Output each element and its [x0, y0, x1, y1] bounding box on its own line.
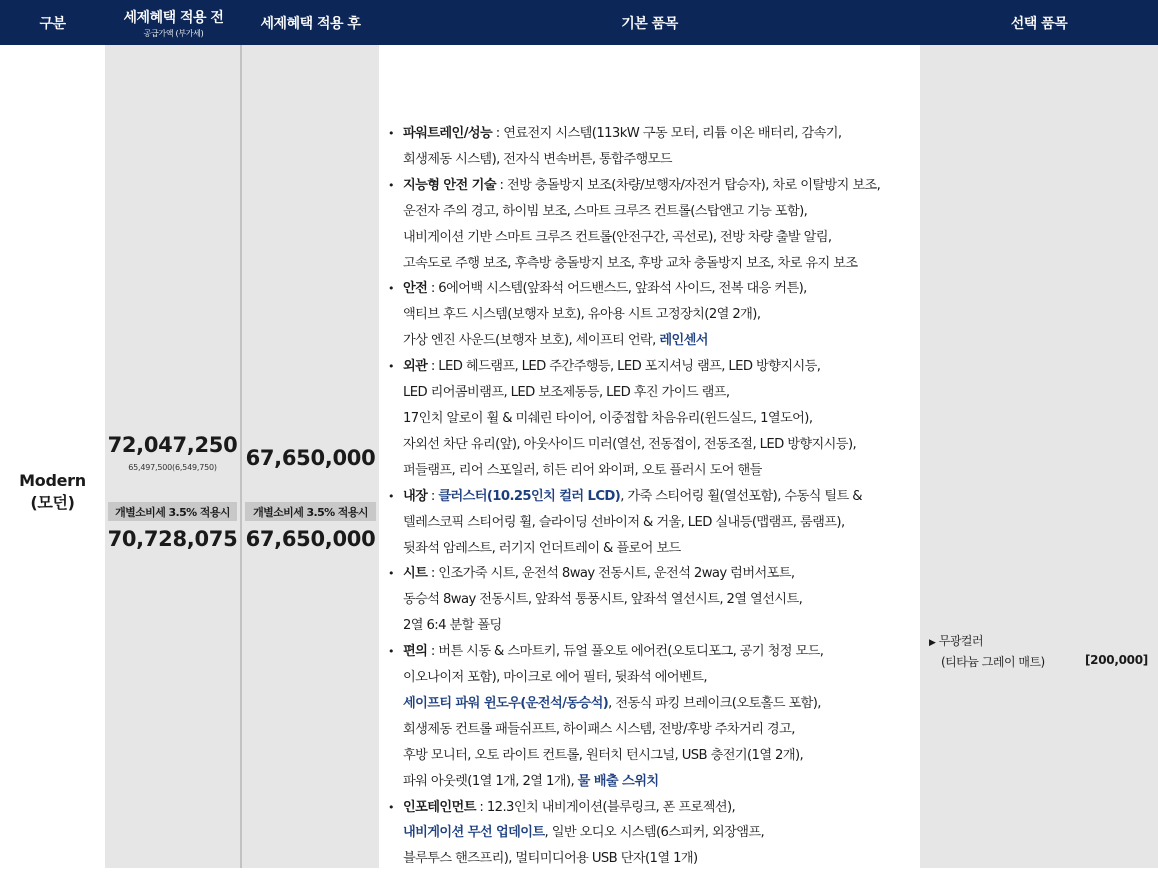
item-text: 자외선 차단 유리(앞), 아웃사이드 미러(열선, 전동접이, 전동조절, LED 방향지시등), — [403, 436, 857, 452]
price-before-column — [105, 45, 242, 868]
price-after-column — [242, 45, 379, 868]
item-text: 텔레스코픽 스티어링 휠, 슬라이딩 선바이저 & 거울, LED 실내등(맵램프, 룸램프), — [403, 514, 845, 530]
basic-item-line — [403, 536, 916, 562]
category-column — [0, 45, 105, 868]
basic-item-line — [403, 251, 916, 277]
bullet-icon: • — [388, 282, 394, 296]
item-text: : 연료전지 시스템(113kW 구동 모터, 리튬 이온 배터리, 감속기, — [492, 126, 842, 141]
basic-item — [388, 795, 916, 872]
option-price: [200,000] — [1085, 653, 1148, 667]
item-text: LED 리어콤비램프, LED 보조제동등, LED 후진 가이드 램프, — [403, 385, 730, 401]
item-text: 회생제동 시스템), 전자식 변속버튼, 통합주행모드 — [403, 151, 672, 167]
item-text: : 12.3인치 내비게이션(블루링크, 폰 프로젝션), — [475, 799, 736, 815]
item-text: , 가죽 스티어링 휠(열선포함), 수동식 틸트 & — [620, 488, 862, 504]
basic-item-line — [403, 484, 916, 510]
item-text: 후방 모니터, 오토 라이트 컨트롤, 원터치 턴시그널, USB 충전기(1열 2개), — [403, 747, 804, 763]
item-category: 안전 — [403, 281, 428, 297]
item-text: 동승석 8way 전동시트, 앞좌석 통풍시트, 앞좌석 열선시트, 2열 열선시트, — [403, 592, 803, 608]
item-category: 편의 — [403, 644, 428, 660]
bullet-icon: • — [388, 127, 394, 140]
item-text: 고속도로 주행 보조, 후측방 충돌방지 보조, 후방 교차 충돌방지 보조, 차로 유지 보조 — [403, 255, 858, 271]
item-category: 지능형 안전 기술 — [403, 177, 496, 193]
header-before-label: 세제혜택 적용 전 — [123, 9, 224, 26]
item-text: , 전동식 파킹 브레이크(오토홀드 포함), — [608, 695, 821, 711]
item-text: , 일반 오디오 시스템(6스피커, 외장앰프, — [544, 825, 765, 841]
highlight-text: 물 배출 스위치 — [577, 773, 659, 789]
header-option-label: 선택 품목 — [1010, 15, 1068, 32]
highlight-text: 세이프티 파워 윈도우(운전석/동승석) — [403, 695, 609, 711]
price-before-breakdown: 65,497,500(6,549,750) — [128, 463, 217, 472]
basic-item-line — [403, 510, 916, 536]
basic-item-line — [403, 458, 916, 484]
option-detail: (티타늄 그레이 매트) — [941, 655, 1045, 669]
highlight-text: 내비게이션 무선 업데이트 — [403, 825, 545, 841]
item-category: 시트 — [403, 566, 428, 582]
basic-item-line — [403, 276, 916, 302]
basic-item — [388, 121, 916, 173]
item-category: 인포테인먼트 — [403, 799, 476, 815]
trim-name — [0, 470, 105, 514]
basic-item-line — [403, 121, 916, 147]
basic-item-line — [403, 147, 916, 173]
item-text: : 전방 충돌방지 보조(차량/보행자/자전거 탑승자), 차로 이탈방지 보조, — [495, 177, 881, 193]
item-text: 가상 엔진 사운드(보행자 보호), 세이프티 언락, — [403, 333, 660, 349]
basic-item-line — [403, 173, 916, 199]
price-before: 72,047,250 — [107, 433, 238, 457]
basic-item-line — [403, 795, 916, 821]
trim-name-ko: (모던) — [30, 493, 75, 512]
price-before-taxed: 70,728,075 — [107, 527, 238, 551]
basic-item-line — [403, 665, 916, 691]
header-category — [0, 0, 105, 45]
basic-item — [388, 276, 916, 354]
basic-item-line — [403, 769, 916, 795]
header-basic — [379, 0, 920, 45]
item-text: : LED 헤드램프, LED 주간주행등, LED 포지셔닝 램프, LED 방향지시등, — [427, 359, 821, 375]
header-after-label: 세제혜택 적용 후 — [260, 15, 361, 32]
basic-item-line — [403, 587, 916, 613]
trim-name-en: Modern — [19, 471, 86, 490]
table-header — [0, 0, 1158, 45]
basic-item-line — [403, 302, 916, 328]
highlight-text: 레인센서 — [659, 333, 708, 349]
bullet-icon: • — [388, 360, 394, 374]
item-text: 내비게이션 기반 스마트 크루즈 컨트롤(안전구간, 곡선로), 전방 차량 출발 알림, — [403, 229, 832, 245]
tax-badge-before: 개별소비세 3.5% 적용시 — [108, 502, 237, 521]
basic-item-line — [403, 380, 916, 406]
basic-item — [388, 354, 916, 484]
item-category: 외관 — [403, 359, 428, 375]
basic-item-line — [403, 328, 916, 354]
basic-item — [388, 561, 916, 639]
header-after — [242, 0, 379, 45]
basic-item-line — [403, 639, 916, 665]
bullet-icon: • — [388, 178, 394, 192]
header-before — [105, 0, 242, 45]
item-text: 파워 아웃렛(1열 1개, 2열 1개), — [403, 773, 578, 789]
header-basic-label: 기본 품목 — [621, 15, 678, 32]
item-text: : 인조가죽 시트, 운전석 8way 전동시트, 운전석 2way 럼버서포트, — [427, 566, 795, 582]
basic-item-line — [403, 225, 916, 251]
header-category-label: 구분 — [39, 15, 66, 32]
basic-item-line — [403, 199, 916, 225]
item-text: 17인치 알로이 휠 & 미쉐린 타이어, 이중접합 차음유리(윈드실드, 1열도어), — [403, 410, 813, 426]
item-category: 내장 — [403, 488, 428, 504]
item-text: 퍼들램프, 리어 스포일러, 히든 리어 와이퍼, 오토 플러시 도어 핸들 — [403, 462, 762, 478]
basic-item-line — [403, 846, 916, 872]
option-column — [920, 45, 1158, 868]
item-text: : 버튼 시동 & 스마트키, 듀얼 풀오토 에어컨(오토디포그, 공기 청정 모드, — [427, 644, 824, 660]
basic-item-line — [403, 691, 916, 717]
item-text: 뒷좌석 암레스트, 러기지 언더트레이 & 플로어 보드 — [403, 540, 681, 556]
basic-item-line — [403, 820, 916, 846]
basic-item-line — [403, 717, 916, 743]
basic-item — [388, 484, 916, 562]
bullet-icon: • — [388, 489, 394, 503]
bullet-icon: • — [388, 645, 394, 659]
price-after: 67,650,000 — [245, 446, 376, 470]
header-before-sublabel: 공급가액 (부가세) — [143, 28, 204, 38]
item-text: 운전자 주의 경고, 하이빔 보조, 스마트 크루즈 컨트롤(스탑앤고 기능 포함), — [403, 203, 808, 219]
item-category: 파워트레인/성능 — [403, 126, 493, 141]
item-text: : 6에어백 시스템(앞좌석 어드밴스드, 앞좌석 사이드, 전복 대응 커튼), — [427, 281, 807, 297]
basic-item — [388, 639, 916, 794]
item-text: 블루투스 핸즈프리), 멀티미디어용 USB 단자(1열 1개) — [403, 851, 698, 867]
item-text: 액티브 후드 시스템(보행자 보호), 유아용 시트 고정장치(2열 2개), — [403, 307, 761, 323]
item-text: 2열 6:4 분할 폴딩 — [403, 618, 502, 634]
basic-item-line — [403, 613, 916, 639]
basic-item-line — [403, 406, 916, 432]
bullet-icon: • — [388, 567, 394, 581]
basic-items-list — [388, 121, 916, 872]
highlight-text: 클러스터(10.25인치 컬러 LCD) — [438, 488, 621, 504]
basic-item — [388, 173, 916, 277]
option-item — [929, 632, 1045, 672]
option-marker-icon: ▶ — [929, 638, 936, 648]
header-option — [920, 0, 1158, 45]
basic-item-line — [403, 432, 916, 458]
price-after-taxed: 67,650,000 — [245, 527, 376, 551]
basic-item-line — [403, 743, 916, 769]
item-text: : — [427, 488, 439, 504]
basic-item-line — [403, 561, 916, 587]
item-text: 이오나이저 포함), 마이크로 에어 필터, 뒷좌석 에어벤트, — [403, 670, 707, 686]
basic-item-line — [403, 354, 916, 380]
option-name: 무광컬러 — [938, 634, 984, 648]
item-text: 회생제동 컨트롤 패들쉬프트, 하이패스 시스템, 전방/후방 주차거리 경고, — [403, 721, 795, 737]
tax-badge-after: 개별소비세 3.5% 적용시 — [245, 502, 376, 521]
bullet-icon: • — [388, 800, 394, 814]
